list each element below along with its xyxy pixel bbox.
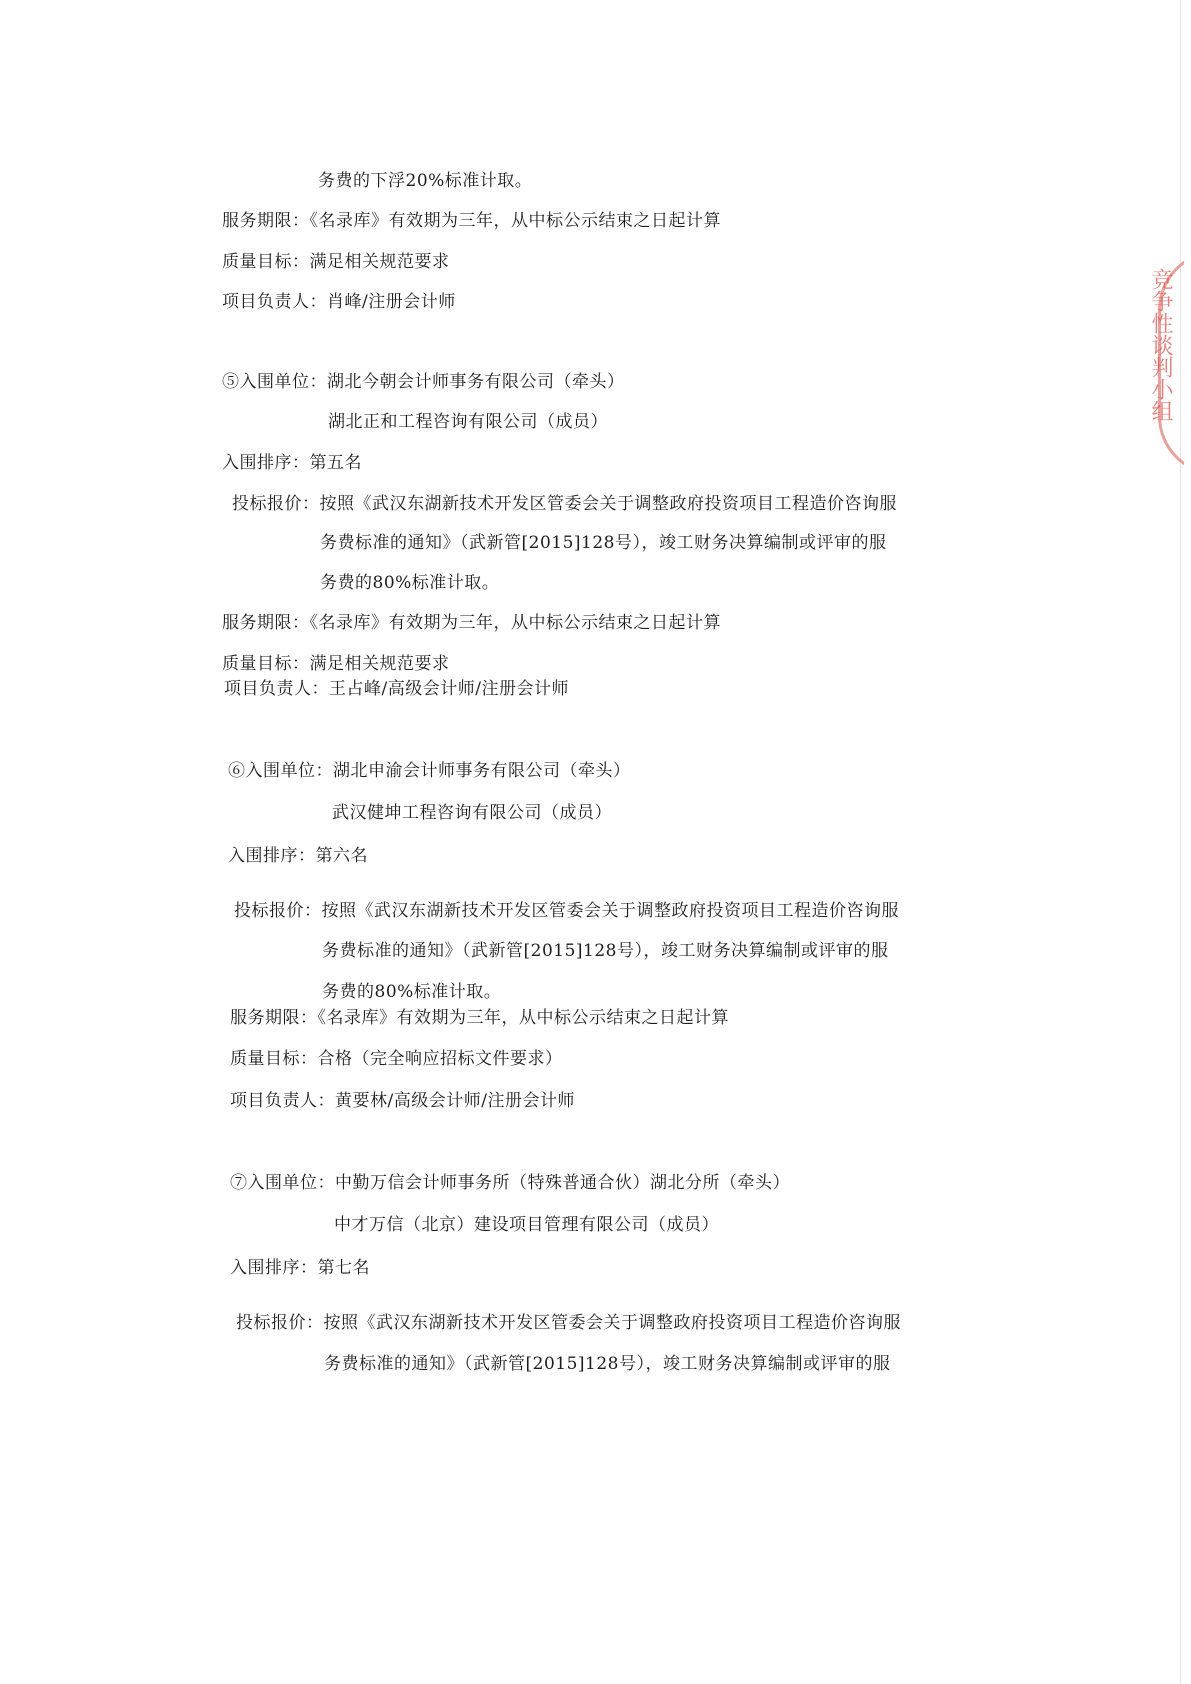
shortlisted-unit-7-member: 中才万信（北京）建设项目管理有限公司（成员） bbox=[334, 1215, 719, 1235]
red-seal-stamp bbox=[1148, 250, 1184, 470]
bid-price-7-line1: 投标报价：按照《武汉东湖新技术开发区管委会关于调整政府投资项目工程造价咨询服 bbox=[236, 1313, 901, 1333]
seal-text: 竞争性谈判小组 bbox=[1148, 268, 1173, 422]
service-period: 服务期限：《名录库》有效期为三年，从中标公示结束之日起计算 bbox=[222, 211, 721, 231]
shortlisted-unit-6-lead: ⑥入围单位：湖北申渝会计师事务有限公司（牵头） bbox=[228, 761, 631, 781]
ranking-7: 入围排序：第七名 bbox=[230, 1258, 370, 1278]
bid-price-7-line2: 务费标准的通知》（武新管[2015]128号），竣工财务决算编制或评审的服 bbox=[324, 1354, 891, 1374]
shortlisted-unit-7-lead: ⑦入围单位：中勤万信会计师事务所（特殊普通合伙）湖北分所（牵头） bbox=[230, 1173, 790, 1193]
quality-target-6: 质量目标：合格（完全响应招标文件要求） bbox=[230, 1049, 563, 1069]
project-leader-6: 项目负责人：黄要林/高级会计师/注册会计师 bbox=[230, 1091, 575, 1111]
service-period-6: 服务期限：《名录库》有效期为三年，从中标公示结束之日起计算 bbox=[230, 1008, 729, 1028]
bid-price-5-line1: 投标报价：按照《武汉东湖新技术开发区管委会关于调整政府投资项目工程造价咨询服 bbox=[232, 494, 897, 514]
fee-text-continuation: 务费的下浮20%标准计取。 bbox=[318, 171, 533, 191]
ranking-6: 入围排序：第六名 bbox=[228, 846, 368, 866]
quality-target: 质量目标：满足相关规范要求 bbox=[222, 252, 450, 272]
quality-target-5: 质量目标：满足相关规范要求 bbox=[222, 654, 450, 674]
bid-price-6-line2: 务费标准的通知》（武新管[2015]128号），竣工财务决算编制或评审的服 bbox=[322, 941, 889, 961]
bid-price-5-line3: 务费的80%标准计取。 bbox=[320, 573, 500, 593]
bid-price-6-line3: 务费的80%标准计取。 bbox=[322, 982, 502, 1002]
project-leader-5: 项目负责人：王占峰/高级会计师/注册会计师 bbox=[224, 679, 569, 699]
project-leader: 项目负责人：肖峰/注册会计师 bbox=[222, 292, 456, 312]
bid-price-6-line1: 投标报价：按照《武汉东湖新技术开发区管委会关于调整政府投资项目工程造价咨询服 bbox=[234, 901, 899, 921]
ranking-5: 入围排序：第五名 bbox=[222, 453, 362, 473]
shortlisted-unit-5-lead: ⑤入围单位：湖北今朝会计师事务有限公司（牵头） bbox=[222, 372, 625, 392]
shortlisted-unit-5-member: 湖北正和工程咨询有限公司（成员） bbox=[328, 412, 608, 432]
service-period-5: 服务期限：《名录库》有效期为三年，从中标公示结束之日起计算 bbox=[222, 613, 721, 633]
bid-price-5-line2: 务费标准的通知》（武新管[2015]128号），竣工财务决算编制或评审的服 bbox=[320, 533, 887, 553]
shortlisted-unit-6-member: 武汉健坤工程咨询有限公司（成员） bbox=[332, 803, 612, 823]
